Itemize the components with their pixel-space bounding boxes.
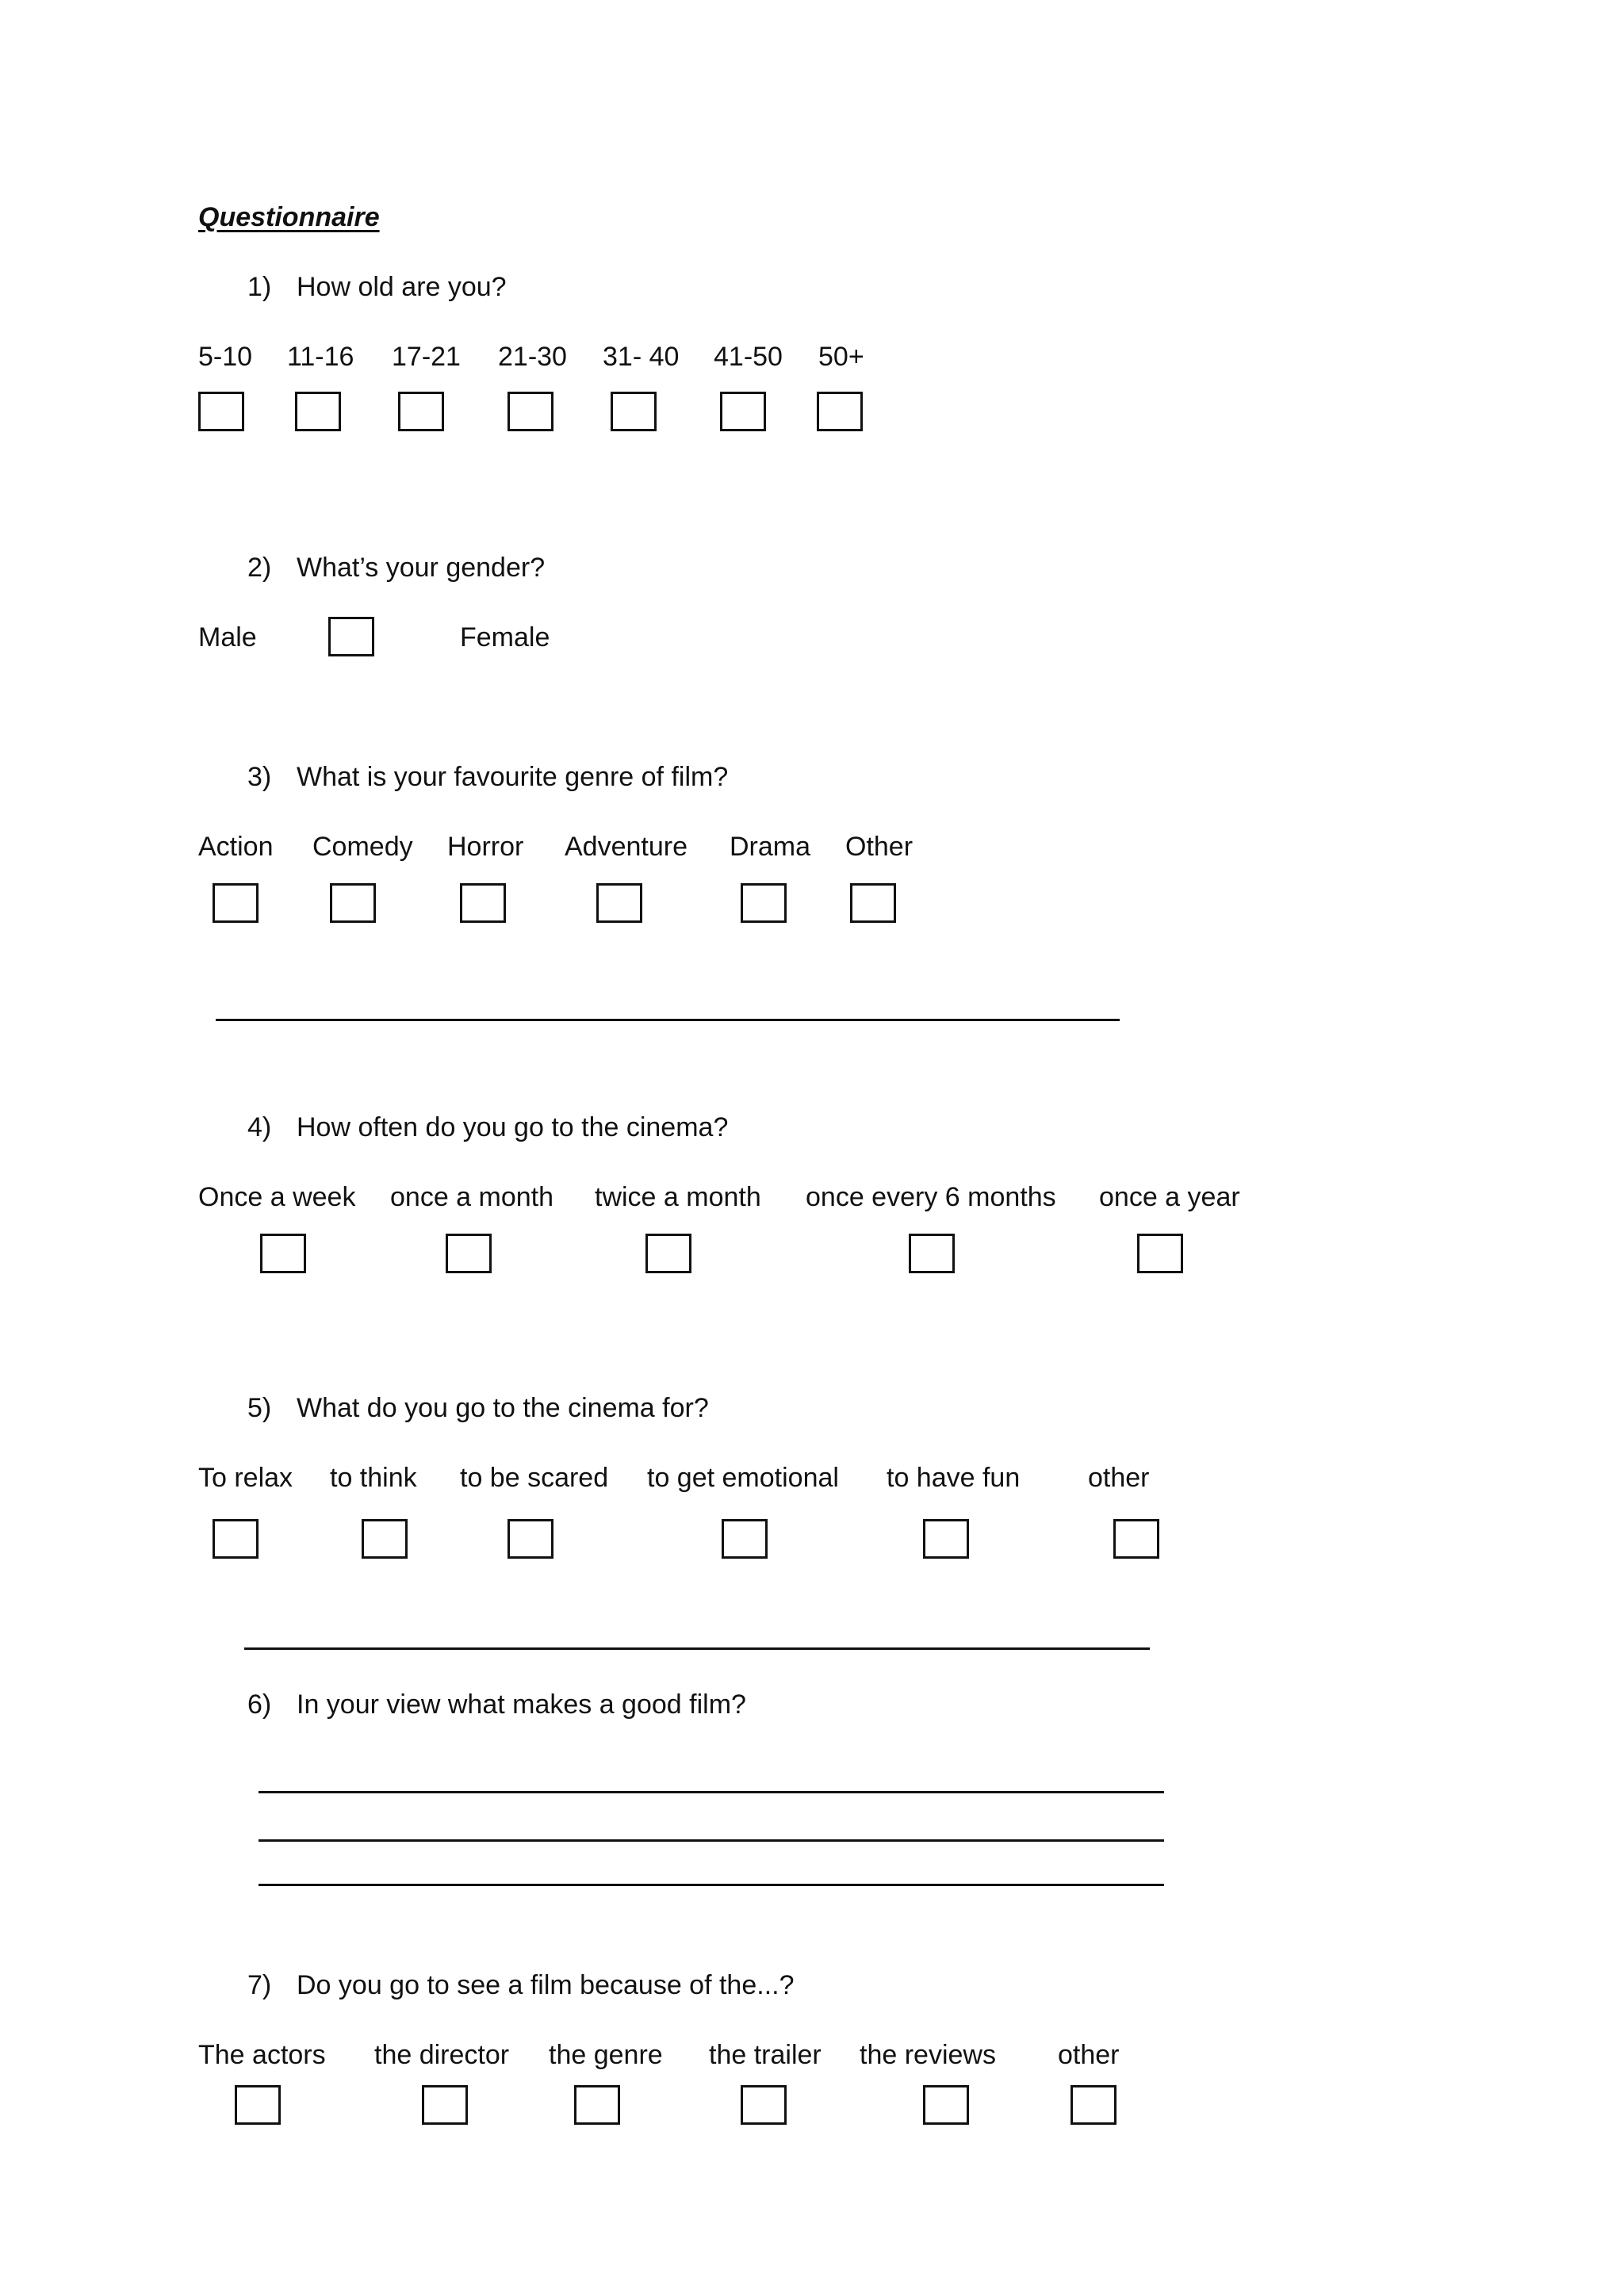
q1-checkbox[interactable] (398, 392, 444, 431)
q7-checkbox[interactable] (923, 2085, 969, 2125)
q1-option-label: 41-50 (714, 342, 783, 372)
q5-checkbox[interactable] (213, 1519, 259, 1559)
q3-checkbox[interactable] (741, 883, 787, 923)
page-title: Questionnaire (198, 202, 380, 232)
q5-option-label: To relax (198, 1463, 293, 1493)
q6-answer-line[interactable] (259, 1791, 1164, 1793)
q4-checkbox[interactable] (260, 1234, 306, 1273)
q2-number: 2) (247, 553, 272, 583)
q2-question: What’s your gender? (297, 553, 546, 583)
q1-question: How old are you? (297, 272, 507, 302)
q3-option-label: Action (198, 832, 274, 862)
q4-checkbox[interactable] (446, 1234, 492, 1273)
q7-option-label: The actors (198, 2040, 326, 2070)
q5-option-label: other (1088, 1463, 1150, 1493)
q4-checkbox[interactable] (1137, 1234, 1183, 1273)
q5-option-label: to think (330, 1463, 417, 1493)
q3-checkbox[interactable] (596, 883, 642, 923)
q1-option-label: 17-21 (392, 342, 461, 372)
q5-checkbox[interactable] (923, 1519, 969, 1559)
q7-number: 7) (247, 1970, 272, 2000)
q2-option-label: Male (198, 622, 257, 652)
q2-checkbox[interactable] (328, 617, 374, 656)
q3-other-answer-line[interactable] (216, 1019, 1120, 1021)
q7-option-label: the genre (549, 2040, 663, 2070)
q4-option-label: twice a month (595, 1182, 761, 1212)
q6-answer-line[interactable] (259, 1884, 1164, 1886)
q3-checkbox[interactable] (460, 883, 506, 923)
q7-checkbox[interactable] (235, 2085, 281, 2125)
q7-option-label: the trailer (709, 2040, 822, 2070)
q3-option-label: Drama (730, 832, 811, 862)
q1-option-label: 50+ (818, 342, 864, 372)
q1-checkbox[interactable] (720, 392, 766, 431)
q3-option-label: Comedy (312, 832, 413, 862)
q7-checkbox[interactable] (1071, 2085, 1116, 2125)
q2-option-label: Female (460, 622, 550, 652)
q5-other-answer-line[interactable] (244, 1647, 1150, 1650)
q5-checkbox[interactable] (722, 1519, 768, 1559)
q6-number: 6) (247, 1689, 272, 1720)
q4-option-label: Once a week (198, 1182, 356, 1212)
q5-option-label: to get emotional (647, 1463, 839, 1493)
q7-option-label: the director (374, 2040, 510, 2070)
q1-option-label: 5-10 (198, 342, 253, 372)
q4-option-label: once every 6 months (806, 1182, 1056, 1212)
q3-checkbox[interactable] (850, 883, 896, 923)
q1-checkbox[interactable] (295, 392, 341, 431)
q5-checkbox[interactable] (508, 1519, 553, 1559)
q7-option-label: the reviews (860, 2040, 996, 2070)
q6-answer-line[interactable] (259, 1839, 1164, 1842)
q4-checkbox[interactable] (909, 1234, 955, 1273)
q5-checkbox[interactable] (1113, 1519, 1159, 1559)
q1-option-label: 21-30 (498, 342, 567, 372)
q1-checkbox[interactable] (817, 392, 863, 431)
q3-checkbox[interactable] (330, 883, 376, 923)
q3-question: What is your favourite genre of film? (297, 762, 729, 792)
q4-question: How often do you go to the cinema? (297, 1112, 729, 1142)
q5-option-label: to have fun (887, 1463, 1021, 1493)
q3-option-label: Other (845, 832, 914, 862)
q5-checkbox[interactable] (362, 1519, 408, 1559)
q7-option-label: other (1058, 2040, 1120, 2070)
q1-option-label: 31- 40 (603, 342, 680, 372)
q7-checkbox[interactable] (574, 2085, 620, 2125)
q1-checkbox[interactable] (611, 392, 657, 431)
q4-option-label: once a month (390, 1182, 554, 1212)
q4-checkbox[interactable] (645, 1234, 691, 1273)
q1-checkbox[interactable] (508, 392, 553, 431)
q5-number: 5) (247, 1393, 272, 1423)
q4-number: 4) (247, 1112, 272, 1142)
q5-question: What do you go to the cinema for? (297, 1393, 709, 1423)
q1-option-label: 11-16 (287, 342, 354, 372)
q3-checkbox[interactable] (213, 883, 259, 923)
q1-checkbox[interactable] (198, 392, 244, 431)
q7-checkbox[interactable] (741, 2085, 787, 2125)
q3-number: 3) (247, 762, 272, 792)
q5-option-label: to be scared (460, 1463, 609, 1493)
q7-checkbox[interactable] (422, 2085, 468, 2125)
q4-option-label: once a year (1099, 1182, 1240, 1212)
q7-question: Do you go to see a film because of the...? (297, 1970, 795, 2000)
q3-option-label: Horror (447, 832, 524, 862)
q3-option-label: Adventure (565, 832, 688, 862)
q6-question: In your view what makes a good film? (297, 1689, 746, 1720)
q1-number: 1) (247, 272, 272, 302)
